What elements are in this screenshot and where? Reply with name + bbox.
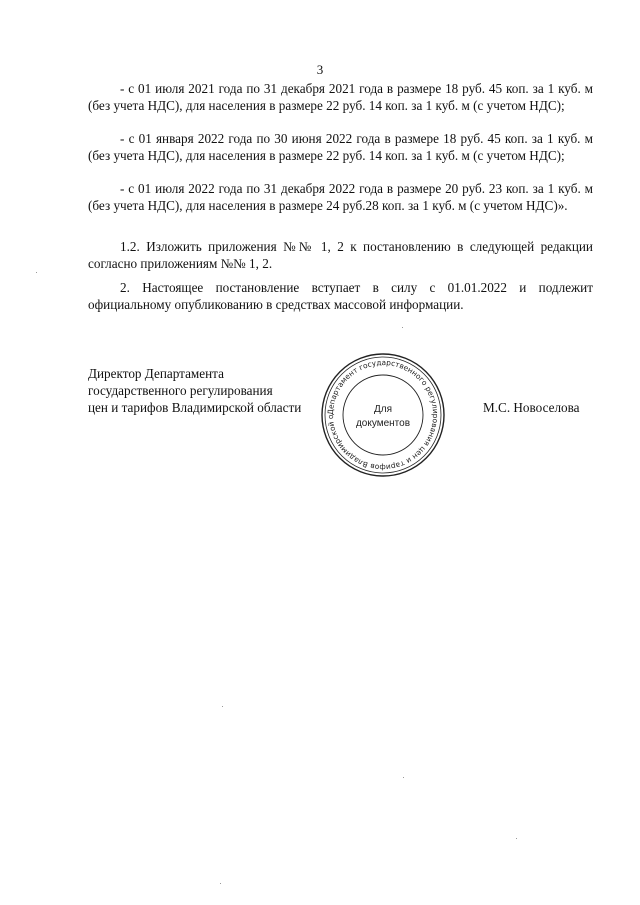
tariff-period-2: - с 01 января 2022 года по 30 июня 2022 года в размере 18 руб. 45 коп. за 1 куб. м (без учета НДС), для населения в размере 22 руб. 14 коп. за 1 куб. м (с учетом НДС); [88, 131, 593, 163]
seal-center-line2: документов [355, 418, 411, 429]
seal-inner-ring [343, 375, 423, 455]
scan-speck [36, 272, 37, 273]
scan-speck [403, 777, 404, 778]
seal-outer-ring-inner [325, 357, 441, 473]
scan-speck [222, 706, 223, 707]
signatory-title-line: Директор Департамента [88, 366, 224, 381]
clause-2: 2. Настоящее постановление вступает в силу с 01.01.2022 и подлежит официальному опубликованию в средствах массовой информации. [88, 280, 593, 312]
page-number: 3 [316, 62, 324, 77]
seal-ring-text: Департамент государственного регулирования цен и тарифов Владимирской о [325, 357, 441, 473]
tariff-period-1: - с 01 июля 2021 года по 31 декабря 2021 года в размере 18 руб. 45 коп. за 1 куб. м (без учета НДС), для населения в размере 22 руб. 14 коп. за 1 куб. м (с учетом НДС); [88, 81, 593, 113]
signatory-title-line: государственного регулирования [88, 382, 273, 398]
scan-speck [220, 883, 221, 884]
signatory-title-line: цен и тарифов Владимирской области [88, 399, 302, 415]
tariff-period-3: - с 01 июля 2022 года по 31 декабря 2022 года в размере 20 руб. 23 коп. за 1 куб. м (без учета НДС), для населения в размере 24 руб.28 коп. за 1 куб. м (с учетом НДС)». [88, 181, 593, 213]
scan-speck [516, 838, 517, 839]
seal-outer-ring [322, 354, 444, 476]
clause-1-2: 1.2. Изложить приложения №№ 1, 2 к постановлению в следующей редакции согласно приложениям №№ 1, 2. [88, 239, 593, 271]
seal-center-line1: Для [373, 404, 393, 415]
scan-speck [402, 327, 403, 328]
signatory-name: М.С. Новоселова [483, 400, 580, 415]
signatory-title [88, 366, 301, 416]
official-seal [318, 350, 448, 480]
seal-stamp [318, 350, 448, 480]
